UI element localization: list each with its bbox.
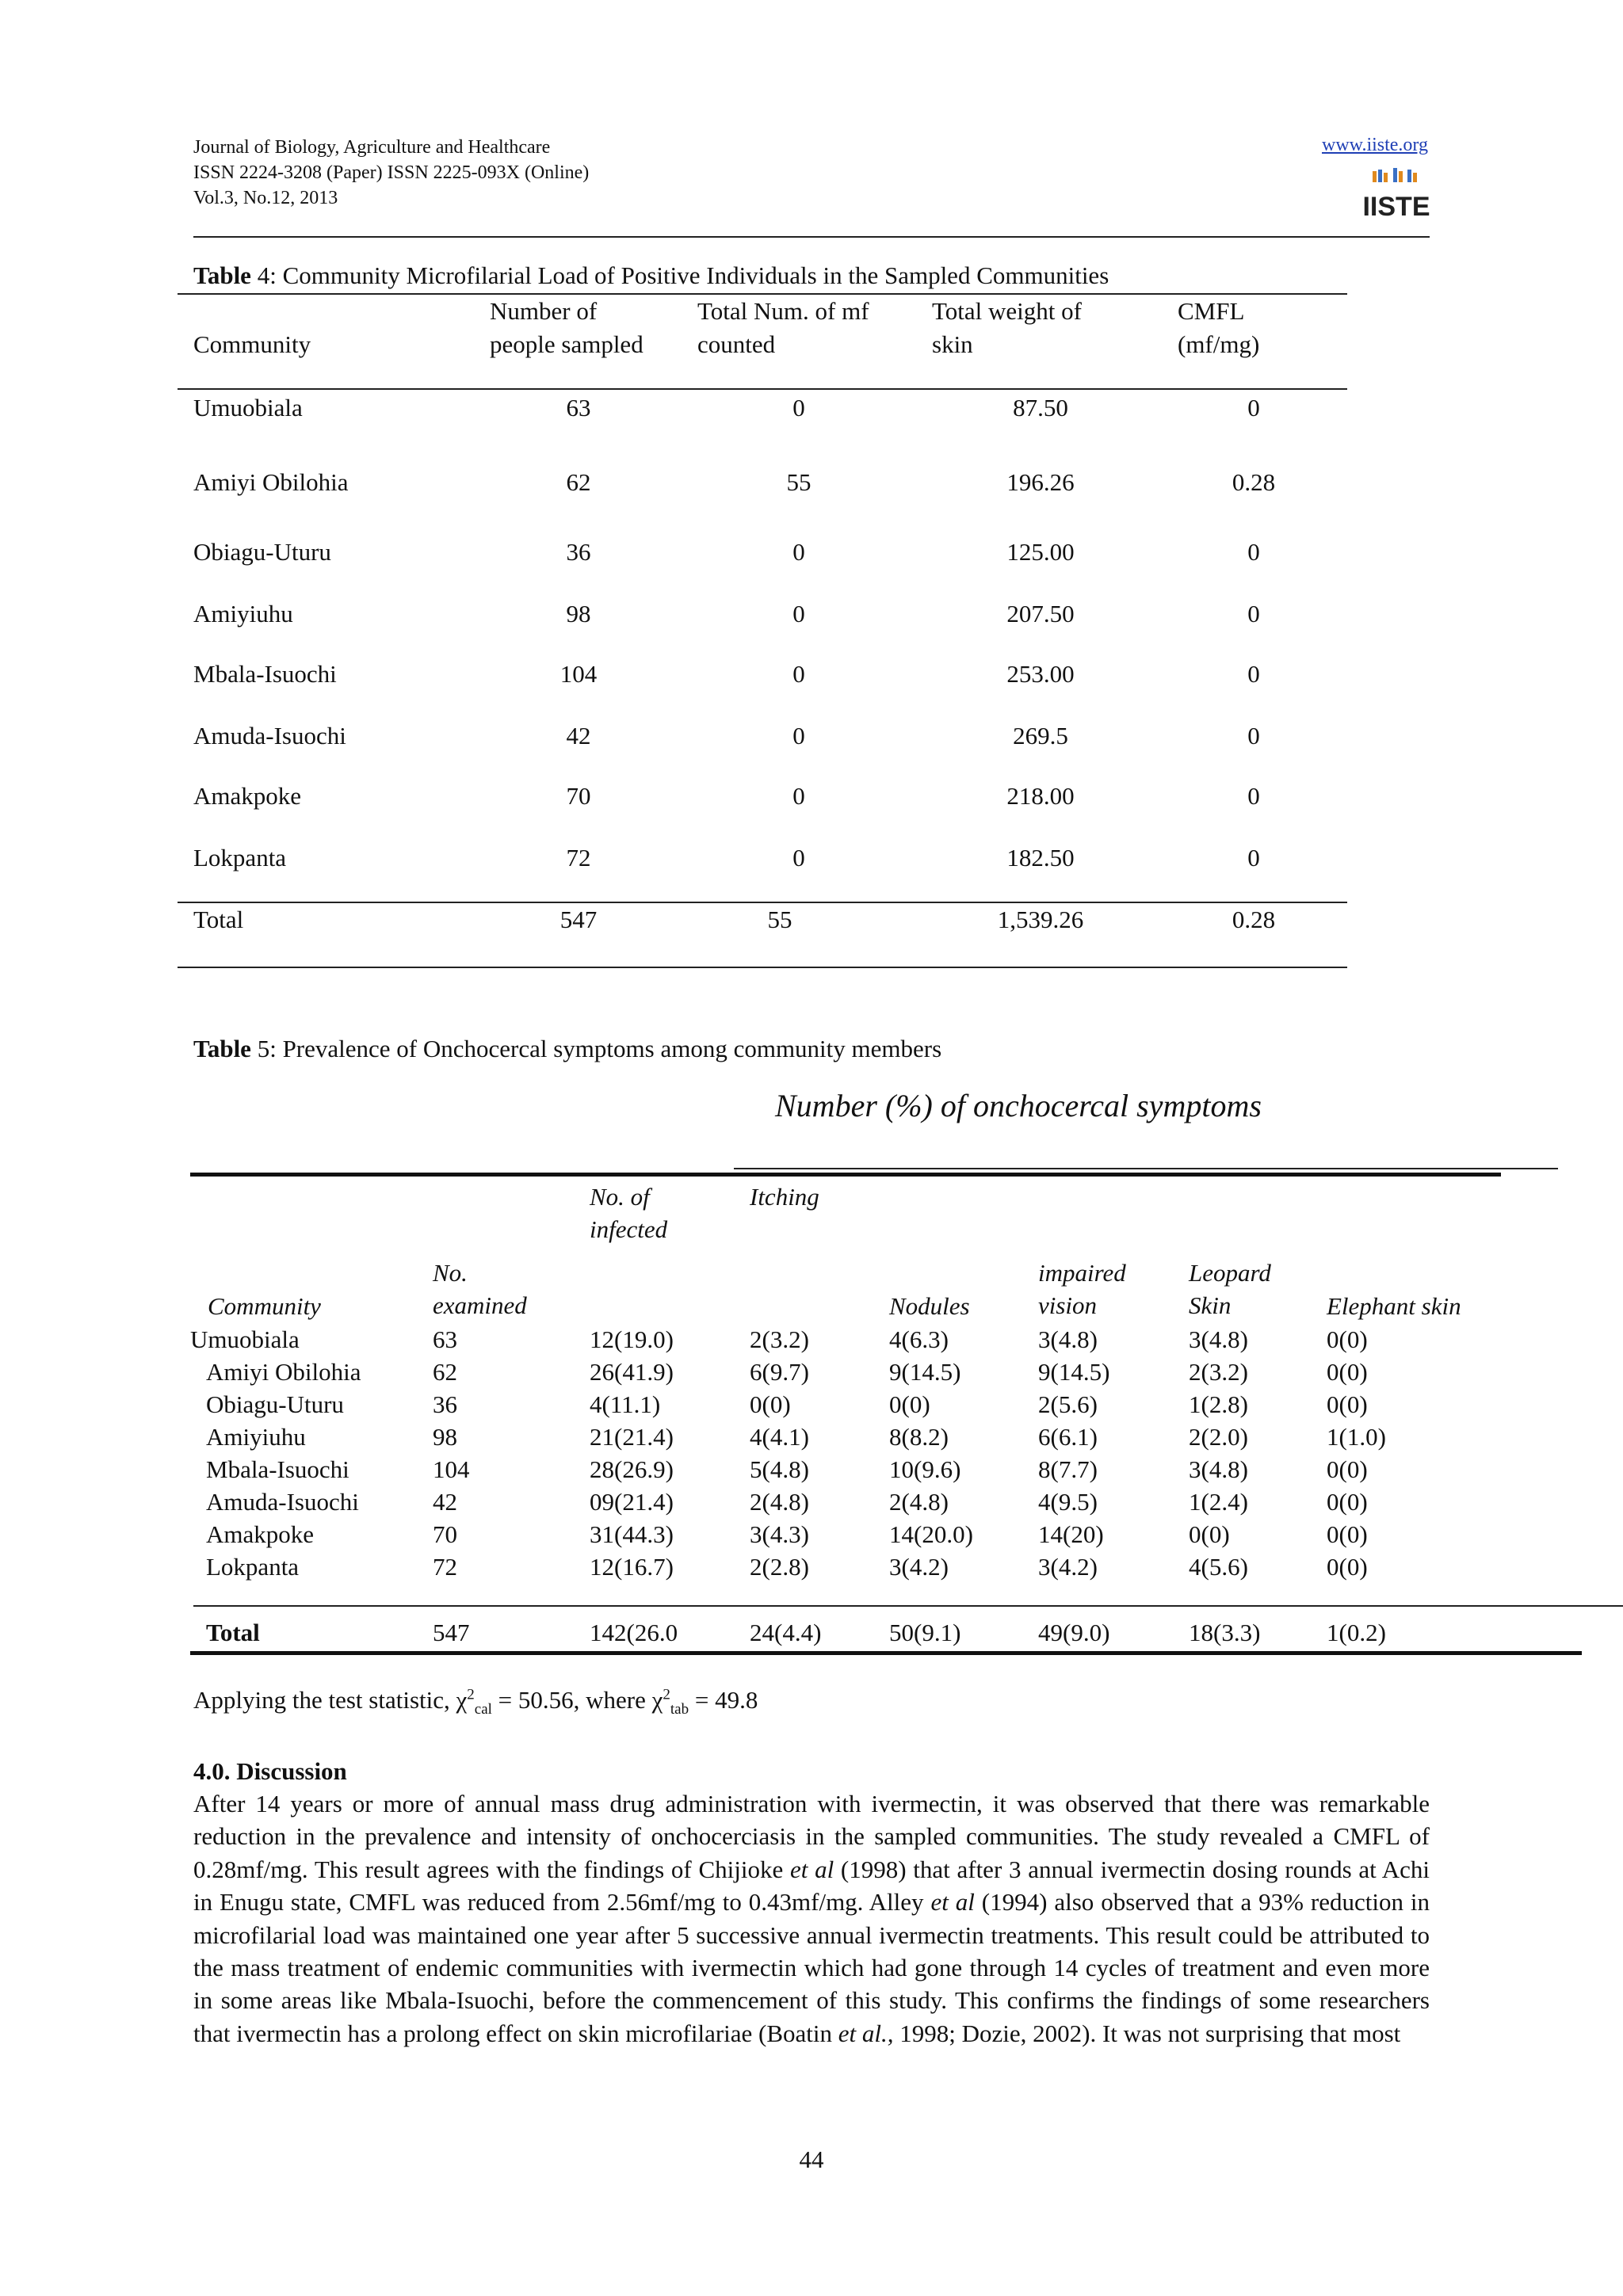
- test-statistic: Applying the test statistic, $\chi^2_{cal} = 50.56$, where $\chi^2_{tab} = 49.8$: [193, 1686, 758, 1718]
- journal-volume: Vol.3, No.12, 2013: [193, 188, 338, 208]
- table4-total-rule: [178, 902, 1347, 903]
- table4-bottom-rule: [178, 967, 1347, 968]
- journal-header: [193, 135, 589, 211]
- table4-header-rule: [178, 388, 1347, 390]
- table4-header-mf: Total Num. of mf counted: [697, 297, 869, 358]
- table5-header-infected: No. of infected: [590, 1183, 668, 1243]
- table5-header-community: Community: [208, 1292, 321, 1320]
- iiste-logo-icon: [1362, 166, 1430, 225]
- table5-header-nodules: Nodules: [889, 1292, 970, 1320]
- journal-issn: ISSN 2224-3208 (Paper) ISSN 2225-093X (Online): [193, 162, 590, 183]
- table4-header-sampled: Number of people sampled: [490, 297, 643, 358]
- journal-title: Journal of Biology, Agriculture and Healthcare: [193, 137, 551, 158]
- table5-bottom-rule: [190, 1651, 1582, 1655]
- logo-text: IISTE: [1362, 192, 1430, 222]
- table5-header-impaired-vision: impaired vision: [1038, 1259, 1126, 1319]
- table5-header-itching: Itching: [750, 1183, 819, 1211]
- table5-header-examined: No. examined: [433, 1259, 527, 1319]
- section-heading: 4.0. Discussion: [193, 1757, 347, 1785]
- table4-caption: Table 4: Community Microfilarial Load of Positive Individuals in the Sampled Communities: [193, 261, 1109, 289]
- table5: No. of infected Itching Community No. examined Nodules impaired vision Leopard Skin Elephant skin Umuobiala 63 12(19.0) 2(3.2) 4(6.3) 3(4.8) 3(4.8) 0(0) Amiyi Obilohia 62 26(41.9) 6(9.7) 9(14.5) 9(14.5) 2(3.2) 0(0) Obiagu-Uturu 36 4(11.1) 0(0) 0(0) 2(5.6) 1(2.8) 0(0) Amiyiuhu 98 21(21.4) 4(4.1) 8(8.2) 6(6.1) 2(2.0) 1(1.0) Mbala-Isuochi 104 28(26.9) 5(4.8) 10(9.6) 8(7.7) 3(4.8) 0(0) Amuda-Isuochi 42 09(21.4) 2(4.8) 2(4.8) 4(9.5) 1(2.4) 0(0) Amakpoke 70 31(44.3) 3(4.3) 14(20.0) 14(20) 0(0) 0(0) Lokpanta 72 12(16.7) 2(2.8) 3(4.2) 3(4.2) 4(5.6) 0(0) Total 547 142(26.0 24(4.4) 50(9.1) 49(9.0) 18(3.3) 1(0.2): [0, 0, 1623, 2296]
- table4-header-cmfl: CMFL (mf/mg): [1178, 297, 1260, 358]
- table5-spanner-heading: Number (%) of onchocercal symptoms: [775, 1088, 1262, 1123]
- discussion-paragraph: After 14 years or more of annual mass drug administration with ivermectin, it was observed that there was remarkable reduction in the prevalence and intensity of onchocerciasis in the sampled communities. The study revealed a CMFL of 0.28mf/mg. This result agrees with the findings of Chijioke et al (1998) that after 3 annual ivermectin dosing rounds at Achi in Enugu state, CMFL was reduced from 2.56mf/mg to 0.43mf/mg. Alley et al (1994) also observed that a 93% reduction in microfilarial load was maintained one year after 5 successive annual ivermectin treatments. This result could be attributed to the mass treatment of endemic communities with ivermectin which had gone through 14 cycles of treatment and even more in some areas like Mbala-Isuochi, before the commencement of this study. This confirms the findings of some researchers that ivermectin has a prolong effect on skin microfilariae (Boatin et al., 1998; Dozie, 2002). It was not surprising that most: [193, 1790, 1430, 2047]
- page-number: 44: [799, 2145, 824, 2173]
- table5-header-elephant-skin: Elephant skin: [1327, 1292, 1461, 1320]
- table5-total-rule: [193, 1605, 1623, 1607]
- table4-header-weight: Total weight of skin: [932, 297, 1082, 358]
- table5-top-rule: [190, 1173, 1501, 1177]
- table5-spanner-rule: [734, 1168, 1558, 1169]
- header-rule: [193, 236, 1430, 238]
- website-link[interactable]: www.iiste.org: [1322, 135, 1428, 155]
- table5-header-leopard-skin: Leopard Skin: [1189, 1259, 1271, 1319]
- table5-caption: Table 5: Prevalence of Onchocercal symptoms among community members: [193, 1035, 942, 1062]
- table4-header-community: Community: [193, 330, 311, 358]
